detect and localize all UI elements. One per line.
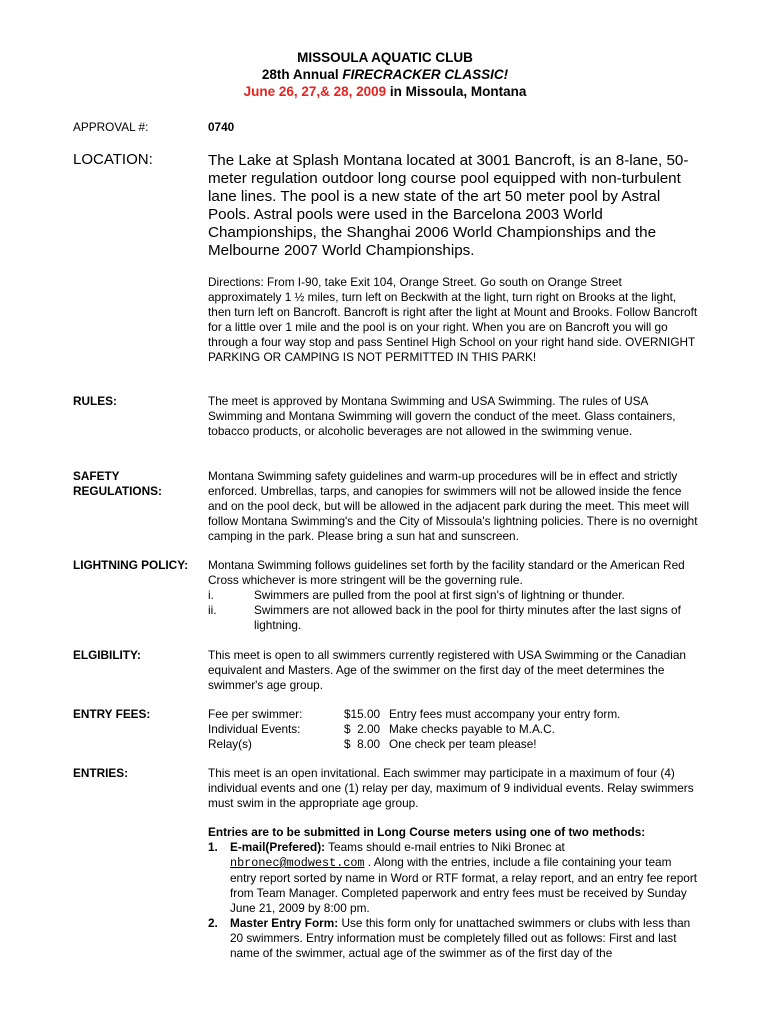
safety-label-line1: SAFETY <box>73 469 120 483</box>
meet-location: in Missoula, Montana <box>386 84 527 99</box>
club-title: MISSOULA AQUATIC CLUB <box>297 50 473 65</box>
meet-name: FIRECRACKER CLASSIC! <box>342 67 509 82</box>
fee-note: Make checks payable to M.A.C. <box>389 722 555 736</box>
eligibility-text: This meet is open to all swimmers currently registered with USA Swimming or the Canadian equivalent and Masters. Age of the swimmer on the first day of the meet determines the swimmer's age group. <box>208 648 686 692</box>
lightning-item-number: ii. <box>208 603 217 617</box>
fee-row <box>208 722 698 737</box>
fee-amount: $15.00 <box>344 707 381 721</box>
rules-text: The meet is approved by Montana Swimming and USA Swimming. The rules of USA Swimming and Montana Swimming will govern the conduct of the meet. Glass containers, tobacco products, or alcoholic beverages are not allowed in the swimming venue. <box>208 394 676 438</box>
fee-note: Entry fees must accompany your entry form. <box>389 707 621 721</box>
fee-name: Fee per swimmer: <box>208 707 303 721</box>
lightning-item-text: Swimmers are pulled from the pool at first sign's of lightning or thunder. <box>254 588 625 602</box>
meet-title <box>0 67 770 82</box>
fee-note: One check per team please! <box>389 737 537 751</box>
safety-label <box>73 469 162 499</box>
entry-fees-table <box>208 707 698 752</box>
method-number: 1. <box>208 840 218 854</box>
fee-name: Individual Events: <box>208 722 301 736</box>
lightning-text: Montana Swimming follows guidelines set forth by the facility standard or the American Red Cross whichever is more stringent will be the governing rule. <box>208 558 685 587</box>
lightning-item <box>208 603 698 633</box>
fee-amount: $ 2.00 <box>344 722 381 736</box>
safety-label-line2: REGULATIONS: <box>73 484 162 498</box>
method-text-continued: . Along with the entries, include a file containing your team entry report sorted by name in Word or RTF format, a relay report, and an entry fee report from Team Manager. Completed paperwork and entry fees must be received by Sunday June 21, 2009 by 8:00 pm. <box>230 855 698 915</box>
entry-method-email <box>208 840 698 916</box>
method-text: Use this form only for unattached swimmers or clubs with less than 20 swimmers. Entry information must be completely filled out as follows: First and last name of the swimmer, actual age of the swimmer as of the first day of the <box>230 916 691 960</box>
meet-dates-line <box>0 84 770 99</box>
lightning-item-number: i. <box>208 588 214 602</box>
method-title: Master Entry Form: <box>230 916 339 930</box>
entry-fees-label: ENTRY FEES: <box>73 707 151 721</box>
eligibility-label: ELGIBILITY: <box>73 648 141 662</box>
approval-number: 0740 <box>208 120 235 134</box>
entries-label: ENTRIES: <box>73 766 129 780</box>
meet-dates: June 26, 27,& 28, 2009 <box>243 84 387 99</box>
fee-row <box>208 737 698 752</box>
entry-methods <box>208 825 698 961</box>
rules-label: RULES: <box>73 394 117 408</box>
lightning-label: LIGHTNING POLICY: <box>73 558 189 572</box>
location-text: The Lake at Splash Montana located at 3001 Bancroft, is an 8-lane, 50-meter regulation outdoor long course pool equipped with non-turbulent lane lines. The pool is a new state of the art 50 meter pool by Astral Pools. Astral pools were used in the Barcelona 2003 World Championships, the Shanghai 2006 World Championships and the Melbourne 2007 World Championships. <box>208 152 689 259</box>
lightning-section <box>208 558 698 633</box>
email-link[interactable]: nbronec@modwest.com <box>230 856 365 870</box>
lightning-item <box>208 588 698 603</box>
method-title: E-mail(Prefered): <box>230 840 326 854</box>
fee-row <box>208 707 698 722</box>
entries-text: This meet is an open invitational. Each swimmer may participate in a maximum of four (4) individual events and one (1) relay per day, maximum of 9 individual events. Relay swimmers must swim in the appropriate age group. <box>208 766 694 810</box>
safety-text: Montana Swimming safety guidelines and warm-up procedures will be in effect and strictly enforced. Umbrellas, tarps, and canopies for swimmers will not be allowed inside the fence and on the pool deck, but will be allowed in the adjacent park during the meet. This meet will follow Montana Swimming's and the City of Missoula's lightning policies. There is no overnight camping in the park. Please bring a sun hat and sunscreen. <box>208 469 698 543</box>
approval-label: APPROVAL #: <box>73 120 149 134</box>
entry-method-form <box>208 916 698 961</box>
method-number: 2. <box>208 916 218 930</box>
location-label: LOCATION: <box>73 151 153 168</box>
lightning-item-text: Swimmers are not allowed back in the pool for thirty minutes after the last signs of lightning. <box>254 603 681 632</box>
meet-title-prefix: 28th Annual <box>261 67 343 82</box>
directions-text: Directions: From I-90, take Exit 104, Orange Street. Go south on Orange Street approximately 1 ½ miles, turn left on Beckwith at the light, turn right on Brooks at the light, then turn left on Bancroft. Bancroft is right after the light at Mount and Brooks. Follow Bancroft for a little over 1 mile and the pool is on your right. When you are on Bancroft you will go through a four way stop and pass Sentinel High School on your right hand side. OVERNIGHT PARKING OR CAMPING IS NOT PERMITTED IN THIS PARK! <box>208 275 698 364</box>
fee-name: Relay(s) <box>208 737 252 751</box>
method-text: Teams should e-mail entries to Niki Bronec at <box>325 840 565 854</box>
entry-methods-heading: Entries are to be submitted in Long Course meters using one of two methods: <box>208 825 646 839</box>
fee-amount: $ 8.00 <box>344 737 381 751</box>
